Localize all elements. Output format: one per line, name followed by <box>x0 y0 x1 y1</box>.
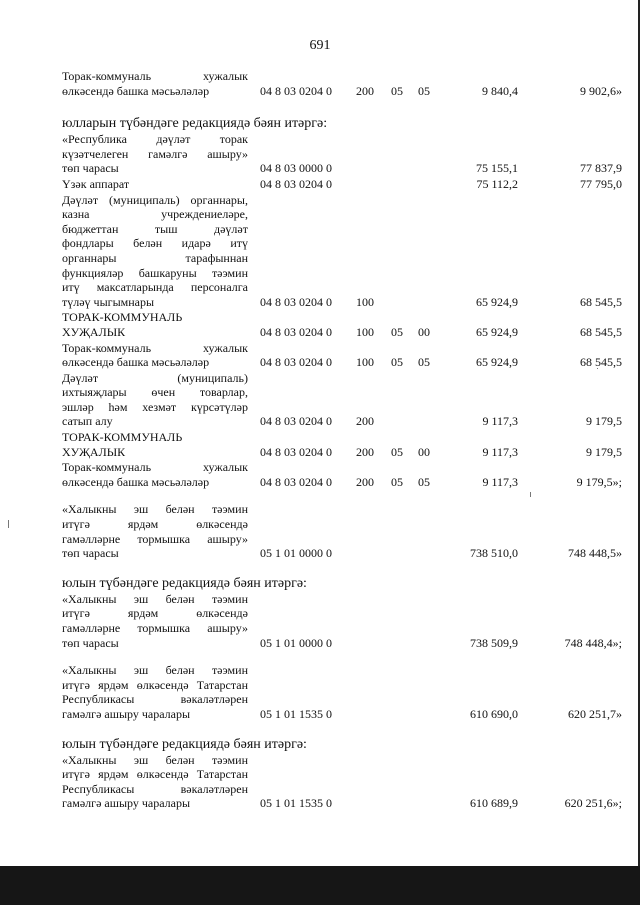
description-line: Республикасы вәкаләтләрен <box>62 781 248 796</box>
target-code: 05 1 01 0000 0 <box>260 546 332 561</box>
amount-year-1: 75 155,1 <box>476 161 518 176</box>
amount-year-1: 738 509,9 <box>470 635 518 650</box>
target-code: 04 8 03 0204 0 <box>260 414 332 429</box>
row-description <box>62 753 248 811</box>
amount-year-1: 610 690,0 <box>470 706 518 721</box>
row-description <box>62 430 248 459</box>
page-number: 691 <box>309 38 331 53</box>
target-code: 04 8 03 0204 0 <box>260 324 332 339</box>
amount-year-2: 9 179,5 <box>586 444 622 459</box>
amount-year-2: 748 448,4»; <box>564 635 622 650</box>
row-description <box>62 177 248 192</box>
row-description <box>62 460 248 489</box>
description-line: ХУҖАЛЫК <box>62 324 126 339</box>
scan-edge-bottom <box>0 866 640 905</box>
subsection-code: 00 <box>418 324 430 339</box>
target-code: 04 8 03 0204 0 <box>260 444 332 459</box>
description-line: төп чарасы <box>62 546 119 561</box>
table-row <box>62 371 622 429</box>
expense-type-code: 200 <box>356 414 374 429</box>
block-spacer <box>62 98 622 114</box>
description-line: өлкәсендә башка мәсьәләләр <box>62 474 210 489</box>
description-line: төп чарасы <box>62 161 119 176</box>
scan-speck <box>8 520 9 528</box>
description-line: Торак-коммуналь хужалык <box>62 340 248 355</box>
amount-year-2: 9 179,5»; <box>576 474 622 489</box>
table-row <box>62 460 622 489</box>
block-spacer <box>62 561 622 574</box>
target-code: 04 8 03 0204 0 <box>260 294 332 309</box>
expense-type-code: 100 <box>356 355 374 370</box>
section-code: 05 <box>391 444 403 459</box>
row-description <box>62 502 248 560</box>
section-code: 05 <box>391 83 403 98</box>
subsection-code: 05 <box>418 474 430 489</box>
amount-year-2: 620 251,6»; <box>564 796 622 811</box>
amount-year-1: 65 924,9 <box>476 324 518 339</box>
row-description <box>62 310 248 339</box>
description-line: эшләр һәм хезмәт күрсәтүләр <box>62 399 248 414</box>
description-line: гамәлләрне тормышка ашыру» <box>62 621 248 635</box>
description-line: фондлары белән идарә итү <box>62 236 248 251</box>
description-line: өлкәсендә башка мәсьәләләр <box>62 83 210 98</box>
description-line: итүгә ярдәм өлкәсендә <box>62 517 248 532</box>
budget-amendment-table <box>62 69 622 811</box>
amount-year-1: 9 117,3 <box>482 414 518 429</box>
description-line: «Халыкны эш белән тәэмин <box>62 591 248 606</box>
description-line: ХУҖАЛЫК <box>62 444 126 459</box>
table-row <box>62 502 622 560</box>
row-description <box>62 69 248 98</box>
expense-type-code: 200 <box>356 444 374 459</box>
description-line: Республикасы вәкаләтләрен <box>62 692 248 707</box>
amount-year-2: 68 545,5 <box>580 324 622 339</box>
target-code: 04 8 03 0204 0 <box>260 474 332 489</box>
description-line: органнары тарафыннан <box>62 250 248 265</box>
description-line: түләү чыгымнары <box>62 294 155 309</box>
description-line: бюджеттан тыш дәүләт <box>62 221 248 236</box>
target-code: 04 8 03 0204 0 <box>260 176 332 191</box>
row-description <box>62 341 248 370</box>
amount-year-1: 75 112,2 <box>476 176 518 191</box>
amount-year-1: 9 117,3 <box>482 474 518 489</box>
description-line: гамәлгә ашыру чаралары <box>62 796 191 811</box>
block-spacer <box>62 489 622 502</box>
block-spacer <box>62 722 622 735</box>
amendment-instruction: юлларын түбәндәге редакциядә бәян итәргә: <box>62 116 328 132</box>
subsection-code: 00 <box>418 444 430 459</box>
description-line: ТОРАК-КОММУНАЛЬ <box>62 310 183 325</box>
amount-year-1: 738 510,0 <box>470 546 518 561</box>
target-code: 05 1 01 1535 0 <box>260 796 332 811</box>
table-row <box>62 663 622 721</box>
description-line: итү максатларында персоналга <box>62 280 248 295</box>
description-line: ихтыяҗлары өчен товарлар, <box>62 385 248 400</box>
amount-year-2: 9 179,5 <box>586 414 622 429</box>
amount-year-2: 748 448,5» <box>568 546 622 561</box>
description-line: «Халыкны эш белән тәэмин <box>62 752 248 767</box>
target-code: 04 8 03 0204 0 <box>260 355 332 370</box>
description-line: «Республика дәүләт торак <box>62 132 248 147</box>
table-row <box>62 341 622 370</box>
amount-year-2: 620 251,7» <box>568 706 622 721</box>
row-description <box>62 663 248 721</box>
description-line: «Халыкны эш белән тәэмин <box>62 502 248 517</box>
amount-year-2: 9 902,6» <box>580 83 622 98</box>
amount-year-1: 610 689,9 <box>470 796 518 811</box>
amount-year-2: 68 545,5 <box>580 294 622 309</box>
target-code: 05 1 01 1535 0 <box>260 706 332 721</box>
expense-type-code: 100 <box>356 294 374 309</box>
section-code: 05 <box>391 355 403 370</box>
subsection-code: 05 <box>418 83 430 98</box>
description-line: ТОРАК-КОММУНАЛЬ <box>62 430 183 445</box>
amount-year-1: 65 924,9 <box>476 294 518 309</box>
description-line: «Халыкны эш белән тәэмин <box>62 663 248 678</box>
description-line: казна учреждениеләре, <box>62 207 248 222</box>
expense-type-code: 200 <box>356 474 374 489</box>
table-row <box>62 69 622 98</box>
description-line: төп чарасы <box>62 635 119 650</box>
table-row <box>62 177 622 192</box>
description-line: функцияләр башкаруны тәэмин <box>62 265 248 280</box>
target-code: 05 1 01 0000 0 <box>260 635 332 650</box>
table-row <box>62 430 622 459</box>
amount-year-1: 9 840,4 <box>482 83 518 98</box>
target-code: 04 8 03 0204 0 <box>260 83 332 98</box>
subsection-code: 05 <box>418 355 430 370</box>
description-line: итүгә ярдәм өлкәсендә Татарстан <box>62 767 248 782</box>
table-row <box>62 132 622 176</box>
description-line: сатып алу <box>62 414 113 429</box>
table-row <box>62 193 622 310</box>
description-line: Үзәк аппарат <box>62 176 130 191</box>
row-description <box>62 592 248 650</box>
description-line: Дәүләт (муниципаль) <box>62 370 248 385</box>
table-row <box>62 753 622 811</box>
amendment-instruction: юлын түбәндәге редакциядә бәян итәргә: <box>62 736 307 752</box>
section-code: 05 <box>391 474 403 489</box>
amount-year-2: 68 545,5 <box>580 355 622 370</box>
expense-type-code: 200 <box>356 83 374 98</box>
amount-year-1: 9 117,3 <box>482 444 518 459</box>
description-line: күзәтчелеген гамәлгә ашыру» <box>62 146 248 161</box>
table-row <box>62 310 622 339</box>
row-description <box>62 371 248 429</box>
table-row <box>62 592 622 650</box>
amendment-instruction: юлын түбәндәге редакциядә бәян итәргә: <box>62 575 307 591</box>
description-line: Торак-коммуналь хужалык <box>62 69 248 83</box>
amount-year-2: 77 837,9 <box>580 161 622 176</box>
description-line: итүгә ярдәм өлкәсендә <box>62 606 248 621</box>
section-code: 05 <box>391 324 403 339</box>
target-code: 04 8 03 0000 0 <box>260 161 332 176</box>
row-description <box>62 132 248 176</box>
block-spacer <box>62 650 622 663</box>
description-line: гамәлләрне тормышка ашыру» <box>62 531 248 546</box>
amount-year-2: 77 795,0 <box>580 176 622 191</box>
description-line: Торак-коммуналь хужалык <box>62 460 248 475</box>
description-line: Дәүләт (муниципаль) органнары, <box>62 192 248 207</box>
amount-year-1: 65 924,9 <box>476 355 518 370</box>
description-line: өлкәсендә башка мәсьәләләр <box>62 355 210 370</box>
expense-type-code: 100 <box>356 324 374 339</box>
description-line: гамәлгә ашыру чаралары <box>62 706 191 721</box>
description-line: итүгә ярдәм өлкәсендә Татарстан <box>62 677 248 692</box>
row-description <box>62 193 248 310</box>
